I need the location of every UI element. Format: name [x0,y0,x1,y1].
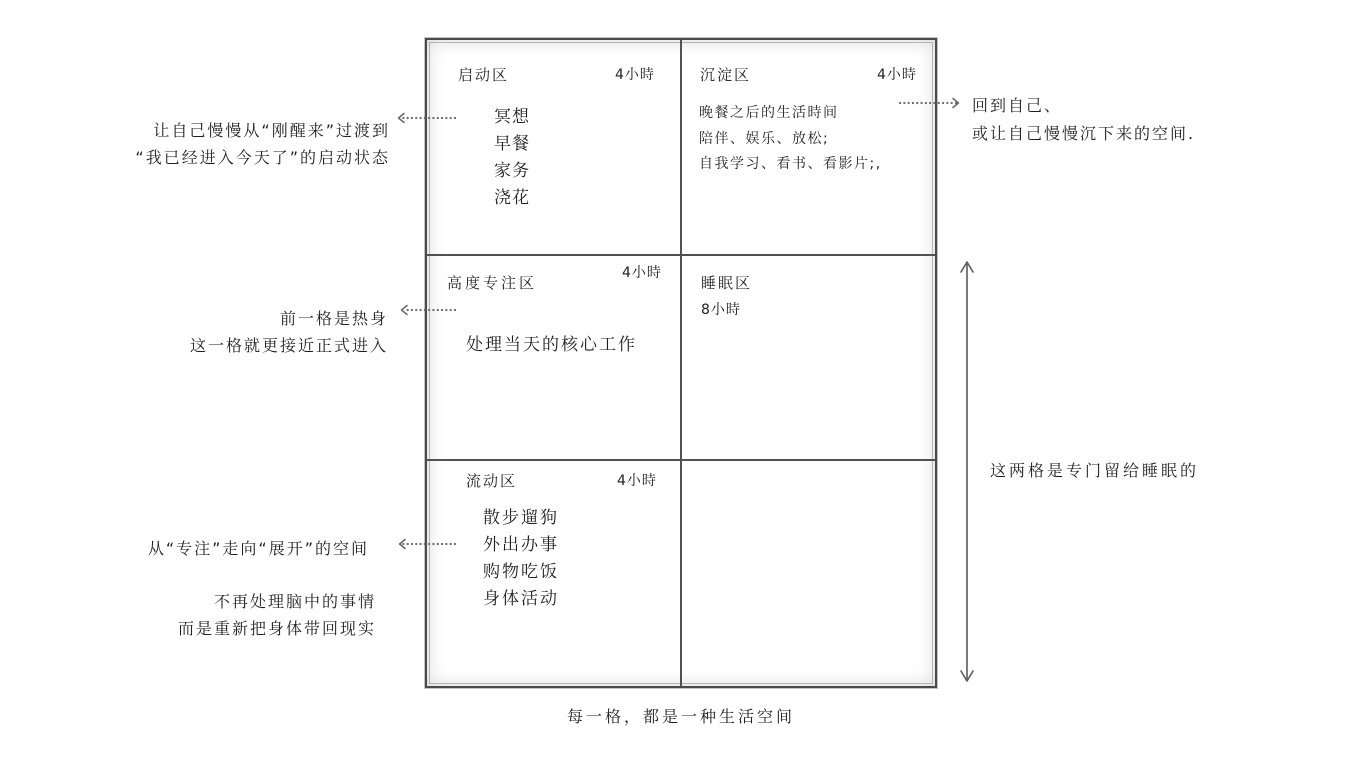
cell-title: 启动区 [458,66,510,84]
cell-hours: 8小時 [701,302,741,318]
cell-settle-zone [682,40,935,254]
cell-title: 睡眠区 [701,274,753,292]
diagram-caption: 每一格，都是一种生活空间 [566,707,795,726]
cell-item: 家务 [494,161,530,181]
annotation-sleep [990,457,1199,484]
cell-item: 处理当天的核心工作 [466,335,637,355]
annotation-line: 而是重新把身体带回现实 [177,619,376,638]
cell-hours: 4小時 [622,265,662,281]
cell-item: 冥想 [494,107,530,127]
cell-hours: 4小時 [617,473,657,489]
cell-item: 陪伴、娱乐、放松; [699,130,830,147]
cell-startup-zone [427,40,680,254]
annotation-focus [190,305,388,359]
cell-item: 购物吃饭 [483,562,559,582]
cell-item: 散步遛狗 [483,508,559,528]
annotation-flow-transition [148,535,369,562]
cell-item-list [466,335,637,355]
cell-item: 身体活动 [483,589,559,609]
life-grid [425,38,937,688]
cell-sleep-zone-lower [682,461,935,686]
cell-item-list [483,505,559,613]
cell-item: 自我学习、看书、看影片;, [699,156,882,172]
annotation-line: 这一格就更接近正式进入 [189,336,388,355]
annotation-line: 不再处理脑中的事情 [213,592,376,611]
annotation-settle [972,92,1195,148]
cell-item: 晚餐之后的生活時间 [699,105,839,121]
cell-item: 外出办事 [483,535,559,555]
cell-focus-zone [427,256,680,459]
cell-item-list [494,104,530,212]
cell-item: 早餐 [494,134,530,154]
annotation-line: 或让自己慢慢沉下来的空间. [972,124,1196,143]
annotation-line: 前一格是热身 [279,309,388,328]
annotation-line: 从“专注”走向“展开”的空间 [147,539,369,558]
annotation-startup [135,117,390,171]
annotation-flow-body [178,588,376,642]
annotation-line: “我已经进入今天了”的启动状态 [135,148,390,167]
cell-title: 流动区 [466,472,518,490]
annotation-line: 回到自己、 [972,96,1063,115]
annotation-line: 这两格是专门留给睡眠的 [990,461,1200,480]
cell-sleep-zone [682,256,935,459]
cell-item-list [699,101,882,178]
cell-hours: 4小時 [877,67,917,83]
cell-flow-zone [427,461,680,686]
double-arrow-sleep [961,262,973,681]
cell-title: 沉淀区 [700,66,752,84]
cell-title: 高度专注区 [447,274,538,292]
cell-hours: 4小時 [615,67,655,83]
cell-item: 浇花 [494,188,530,208]
annotation-line: 让自己慢慢从“刚醒来”过渡到 [153,121,390,140]
